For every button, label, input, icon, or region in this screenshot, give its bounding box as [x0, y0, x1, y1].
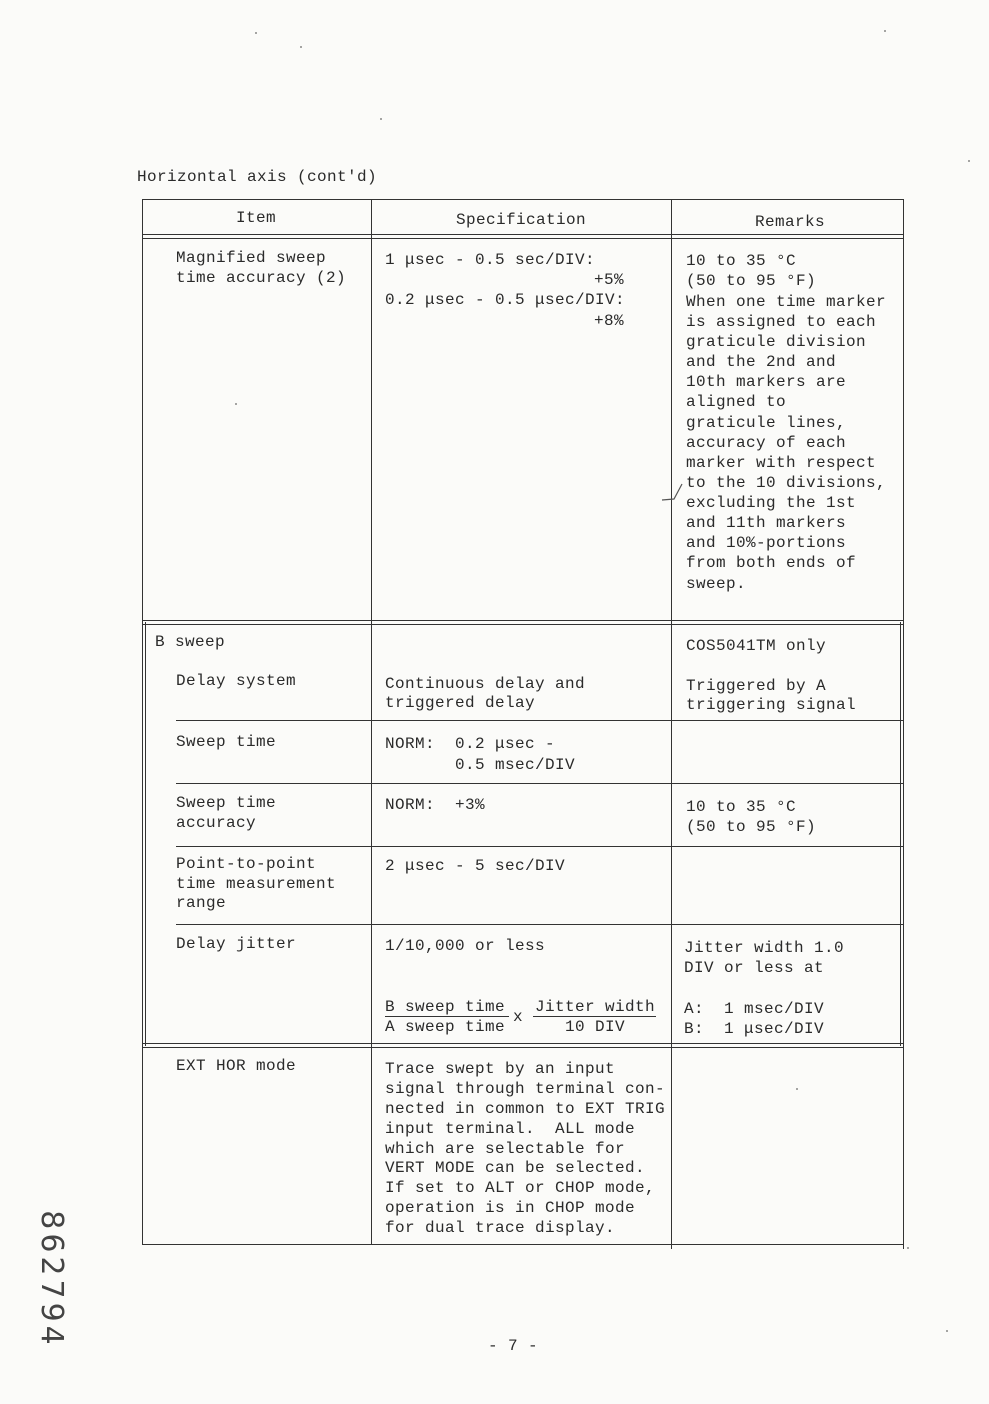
item-sweep-time: Sweep time	[176, 733, 277, 751]
spec-line: VERT MODE can be selected.	[385, 1159, 646, 1177]
remark-line: Triggered by A	[686, 677, 827, 695]
item-line: Point-to-point	[176, 855, 317, 873]
spec-line: If set to ALT or CHOP mode,	[385, 1179, 656, 1197]
item-line: time accuracy (2)	[176, 269, 347, 287]
remark-line: from both ends of	[686, 554, 857, 572]
b-sweep-remark: COS5041TM only	[686, 637, 827, 655]
formula-numerator: B sweep time	[385, 998, 506, 1016]
item-ext-hor-mode: EXT HOR mode	[176, 1057, 297, 1075]
formula-operator: x	[513, 1008, 524, 1026]
item-line: range	[176, 894, 227, 912]
remark-line: excluding the 1st	[686, 494, 857, 512]
remark-line: marker with respect	[686, 454, 877, 472]
spec-line: 1 μsec - 0.5 sec/DIV:	[385, 251, 596, 269]
remark-line: to the 10 divisions,	[686, 474, 887, 492]
remark-line: and the 2nd and	[686, 353, 837, 371]
spec-line: 1/10,000 or less	[385, 937, 546, 955]
formula-denominator: 10 DIV	[565, 1018, 626, 1036]
spec-line: input terminal. ALL mode	[385, 1120, 636, 1138]
spec-line: 0.2 μsec - 0.5 μsec/DIV:	[385, 291, 626, 309]
remark-line: and 11th markers	[686, 514, 847, 532]
spec-tolerance: +5%	[594, 271, 625, 289]
spec-tolerance: +8%	[594, 312, 625, 330]
formula-denominator: A sweep time	[385, 1018, 506, 1036]
handwritten-mark-icon	[660, 480, 686, 506]
item-line: accuracy	[176, 814, 257, 832]
b-sweep-label: B sweep	[155, 633, 226, 651]
spec-line: triggered delay	[385, 694, 536, 712]
spec-line: 2 μsec - 5 sec/DIV	[385, 857, 566, 875]
remark-line: 10 to 35 °C	[686, 252, 797, 270]
remark-line: aligned to	[686, 393, 787, 411]
header-specification: Specification	[456, 211, 587, 229]
item-delay-jitter: Delay jitter	[176, 935, 297, 953]
remark-line: Jitter width 1.0	[684, 939, 845, 957]
item-delay-system: Delay system	[176, 672, 297, 690]
spec-line: NORM: 0.2 μsec -	[385, 735, 556, 753]
spec-line: operation is in CHOP mode	[385, 1199, 636, 1217]
item-line: Magnified sweep	[176, 249, 327, 267]
remark-line: is assigned to each	[686, 313, 877, 331]
remark-line: 10 to 35 °C	[686, 798, 797, 816]
remark-line: 10th markers are	[686, 373, 847, 391]
remark-line: accuracy of each	[686, 434, 847, 452]
remark-line: B: 1 μsec/DIV	[684, 1020, 825, 1038]
remark-line: triggering signal	[686, 696, 857, 714]
remark-line: A: 1 msec/DIV	[684, 1000, 825, 1018]
item-line: time measurement	[176, 875, 337, 893]
remark-line: When one time marker	[686, 293, 887, 311]
remark-line: graticule division	[686, 333, 867, 351]
spec-line: NORM: +3%	[385, 796, 486, 814]
remark-line: (50 to 95 °F)	[686, 272, 817, 290]
formula-numerator: Jitter width	[535, 998, 656, 1016]
header-item: Item	[236, 209, 277, 227]
spec-line: nected in common to EXT TRIG	[385, 1100, 666, 1118]
spec-line: signal through terminal con-	[385, 1080, 666, 1098]
remark-line: graticule lines,	[686, 414, 847, 432]
page-number: - 7 -	[488, 1337, 539, 1355]
spec-line: Continuous delay and	[385, 675, 586, 693]
side-stamp-number: 862794	[33, 1210, 69, 1349]
spec-line: Trace swept by an input	[385, 1060, 616, 1078]
spec-line: which are selectable for	[385, 1140, 626, 1158]
section-title: Horizontal axis (cont'd)	[137, 168, 378, 186]
remark-line: DIV or less at	[684, 959, 825, 977]
remark-line: sweep.	[686, 575, 747, 593]
header-remarks: Remarks	[755, 213, 826, 231]
item-line: Sweep time	[176, 794, 277, 812]
remark-line: (50 to 95 °F)	[686, 818, 817, 836]
remark-line: and 10%-portions	[686, 534, 847, 552]
spec-line: 0.5 msec/DIV	[385, 756, 576, 774]
spec-line: for dual trace display.	[385, 1219, 616, 1237]
